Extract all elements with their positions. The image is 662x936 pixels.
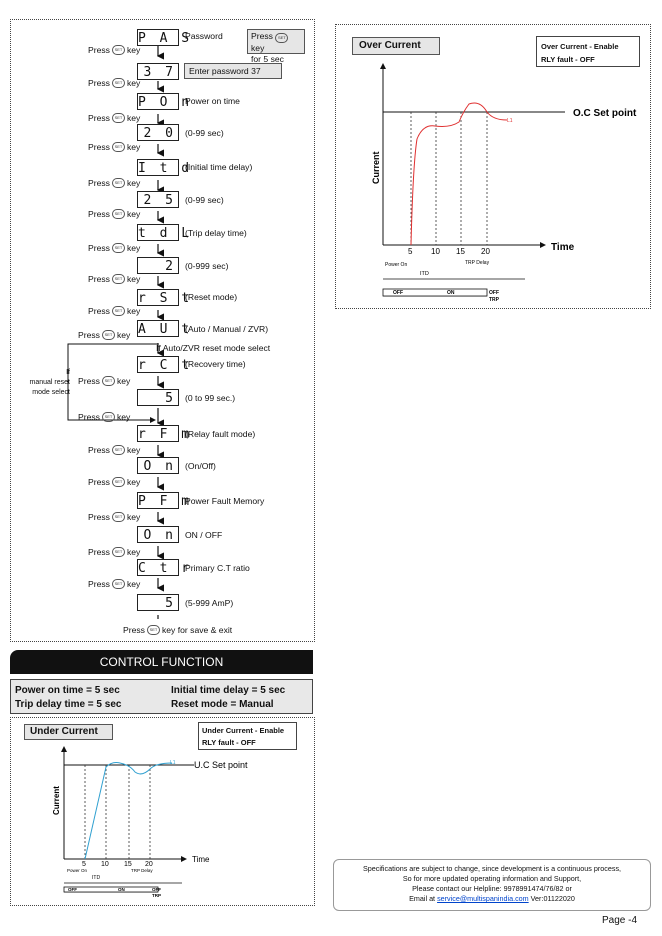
oc-on: ON	[447, 290, 455, 296]
footer-line-3: Please contact our Helpline: 9978991474/76/82 or	[412, 884, 572, 893]
label-0-to-99-sec: (0 to 99 sec.)	[185, 393, 236, 403]
oc-x-label: Time	[551, 242, 575, 253]
set-key-icon: SET	[112, 547, 125, 557]
label-primary-ct-ratio: Primary C.T ratio	[185, 563, 250, 573]
lcd-pas: P A S	[138, 31, 193, 46]
lcd-on-2: O n	[137, 526, 179, 543]
over-current-title: Over Current	[352, 37, 440, 55]
oc-trp-delay: TRP Delay	[465, 260, 490, 266]
press-set-key: Press SET key	[88, 113, 141, 123]
lcd-25: 2 5	[137, 191, 179, 208]
uc-setpoint-label: U.C Set point	[194, 760, 248, 770]
label-power-on-time: Power on time	[185, 96, 240, 106]
label-on-off-1: (On/Off)	[185, 461, 216, 471]
uc-off: OFF	[68, 887, 77, 892]
param-initial-time-delay: Initial time delay = 5 sec	[171, 685, 286, 696]
param-reset-mode: Reset mode = Manual	[171, 699, 274, 710]
lcd-rct: r C t	[138, 358, 193, 373]
version-text: Ver:01122020	[530, 894, 575, 903]
enter-password-box: Enter password 37	[184, 63, 282, 79]
oc-itd: ITD	[420, 271, 429, 277]
uc-tick-20: 20	[145, 861, 153, 868]
uc-series-label: L1	[170, 760, 176, 766]
oc-tick-20: 20	[481, 247, 490, 256]
page-number: Page -4	[602, 915, 638, 926]
label-initial-time-delay: (Initial time delay)	[185, 162, 253, 172]
set-key-icon: SET	[112, 579, 125, 589]
set-key-icon: SET	[112, 113, 125, 123]
uc-current-curve	[85, 763, 172, 860]
press-set-key: Press SET key	[88, 306, 141, 316]
uc-power-on: Power On	[67, 868, 88, 873]
press-set-key: Press SET key	[88, 547, 141, 557]
footer-line-1: Specifications are subject to change, since development is a continuous process,	[362, 864, 622, 873]
set-key-icon: SET	[102, 330, 115, 340]
control-function-heading: CONTROL FUNCTION	[10, 650, 313, 674]
over-current-note: Over Current - Enable RLY fault - OFF	[536, 36, 640, 67]
uc-x-label: Time	[192, 855, 210, 864]
set-key-icon: SET	[112, 178, 125, 188]
under-current-title: Under Current	[24, 724, 113, 740]
lcd-aut: A U t	[138, 322, 193, 337]
lcd-rfm: r F m	[138, 427, 193, 442]
set-key-icon: SET	[112, 209, 125, 219]
oc-y-label: Current	[371, 151, 381, 184]
uc-tick-5: 5	[82, 861, 86, 868]
footer-line-2: So for more updated operating information and Support,	[402, 874, 582, 883]
oc-tick-5: 5	[408, 247, 413, 256]
set-key-icon: SET	[102, 412, 115, 422]
oc-trp: TRP	[489, 297, 499, 303]
lcd-5: 5	[137, 389, 179, 406]
set-key-icon: SET	[112, 512, 125, 522]
oc-tick-10: 10	[431, 247, 440, 256]
press-set-key: Press SET key	[88, 579, 141, 589]
set-key-icon: SET	[112, 274, 125, 284]
oc-power-on: Power On	[385, 262, 408, 268]
press-set-key: Press SET key	[88, 274, 141, 284]
oc-series-label: L1	[507, 118, 513, 124]
set-key-icon: SET	[112, 78, 125, 88]
uc-itd: ITD	[92, 875, 101, 881]
set-key-icon: SET	[112, 306, 125, 316]
press-set-key: Press SET key	[78, 330, 131, 340]
label-power-fault-memory: Power Fault Memory	[185, 496, 265, 506]
label-reset-mode: (Reset mode)	[185, 292, 238, 302]
uc-off-end: OFF	[152, 887, 161, 892]
press-set-key: Press SET key	[88, 243, 141, 253]
manual-reset-note: If manual reset mode select	[29, 369, 70, 396]
footer-line-4: Email at service@multispanindia.com Ver:01122020	[409, 894, 575, 903]
oc-off: OFF	[393, 290, 403, 296]
label-trip-delay-time: (Trip delay time)	[185, 228, 247, 238]
set-key-icon: SET	[147, 625, 160, 635]
footer-note	[333, 859, 651, 911]
lcd-5-amp: 5	[137, 594, 179, 611]
press-set-key: Press SET key	[88, 209, 141, 219]
press-hold-box	[247, 29, 305, 64]
lcd-pfm: P F m	[138, 494, 193, 509]
lcd-rst: r S t	[138, 291, 193, 306]
label-on-off-2: ON / OFF	[185, 530, 223, 540]
label-auto-manual-zvr: (Auto / Manual / ZVR)	[185, 324, 269, 334]
uc-tick-10: 10	[101, 861, 109, 868]
set-key-icon: SET	[112, 477, 125, 487]
param-trip-delay-time: Trip delay time = 5 sec	[15, 699, 122, 710]
set-key-icon: SET	[112, 142, 125, 152]
label-recovery-time: (Recovery time)	[185, 359, 246, 369]
oc-current-curve	[411, 103, 507, 245]
control-function-params	[10, 679, 313, 714]
label-password: Password	[185, 31, 223, 41]
set-key-icon: SET	[112, 243, 125, 253]
press-set-key: Press SET key	[88, 78, 141, 88]
uc-trp: TRP	[152, 893, 161, 898]
press-set-key: Press SET key	[78, 412, 131, 422]
set-key-icon: SET	[112, 445, 125, 455]
param-power-on-time: Power on time = 5 sec	[15, 685, 120, 696]
lcd-on-1: O n	[137, 457, 179, 474]
label-5-999-amp: (5-999 AmP)	[185, 598, 234, 608]
lcd-37: 3 7	[137, 63, 179, 80]
press-hold-text-1: Press	[251, 31, 273, 41]
set-key-icon: SET	[275, 33, 288, 43]
oc-tick-15: 15	[456, 247, 465, 256]
under-current-note: Under Current - Enable RLY fault - OFF	[198, 722, 297, 750]
save-exit-instruction: Press SET key for save & exit	[123, 625, 233, 635]
press-set-key: Press SET key	[88, 477, 141, 487]
uc-tick-15: 15	[124, 861, 132, 868]
set-key-icon: SET	[102, 376, 115, 386]
label-relay-fault-mode: (Relay fault mode)	[185, 429, 256, 439]
lcd-tdl: t d L	[138, 226, 193, 241]
oc-setpoint-label: O.C Set point	[573, 108, 637, 119]
label-0-999-sec: (0-999 sec)	[185, 261, 229, 271]
press-set-key: Press SET key	[88, 178, 141, 188]
over-current-chart	[335, 24, 649, 307]
oc-off-end: OFF	[489, 290, 499, 296]
press-set-key: Press SET key	[88, 512, 141, 522]
label-0-99-sec-2: (0-99 sec)	[185, 195, 224, 205]
uc-on: ON	[118, 887, 125, 892]
press-set-key: Press SET key	[88, 445, 141, 455]
uc-trp-delay: TRP Delay	[131, 868, 153, 873]
auto-zvr-note: If Auto/ZVR reset mode select	[156, 343, 271, 353]
press-set-key: Press SET key	[88, 142, 141, 152]
lcd-20: 2 0	[137, 124, 179, 141]
press-hold-text-3: for 5 sec	[251, 54, 284, 64]
lcd-ctr: C t r	[138, 561, 193, 576]
lcd-itd: I t d	[138, 161, 193, 176]
press-hold-text-2: key	[251, 43, 265, 53]
uc-y-label: Current	[52, 786, 61, 815]
support-email-link[interactable]: service@multispanindia.com	[437, 894, 529, 903]
press-set-key: Press SET key	[78, 376, 131, 386]
label-0-99-sec-1: (0-99 sec)	[185, 128, 224, 138]
set-key-icon: SET	[112, 45, 125, 55]
press-set-key: Press SET key	[88, 45, 141, 55]
lcd-pon: P O n	[138, 95, 193, 110]
under-current-chart	[10, 717, 313, 904]
lcd-2: 2	[137, 257, 179, 274]
